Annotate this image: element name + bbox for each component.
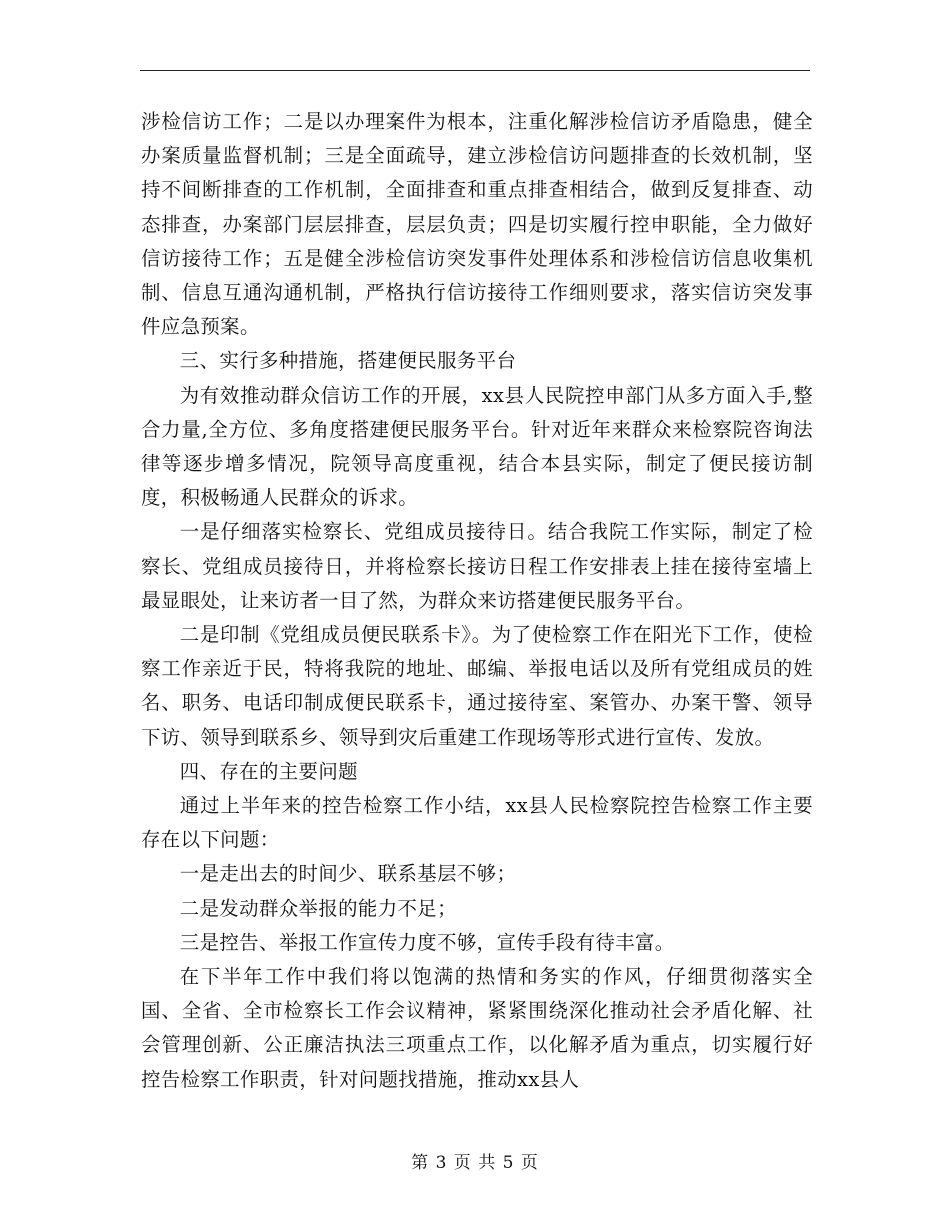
paragraph: 二是印制《党组成员便民联系卡》。为了使检察工作在阳光下工作，使检察工作亲近于民，特将我院的地址、邮编、举报电话以及所有党组成员的姓名、职务、电话印制成便民联系卡，通过接待室、案管办、办案干警、领导下访、领导到联系乡、领导到灾后重建工作现场等形式进行宣传、发放。 bbox=[141, 623, 813, 749]
list-item: 三是控告、举报工作宣传力度不够，宣传手段有待丰富。 bbox=[179, 930, 675, 954]
paragraph: 在下半年工作中我们将以饱满的热情和务实的作风，仔细贯彻落实全国、全省、全市检察长工作会议精神，紧紧围绕深化推动社会矛盾化解、社会管理创新、公正廉洁执法三项重点工作，以化解矛盾为重点，切实履行好控告检察工作职责，针对问题找措施，推动xx县人 bbox=[141, 965, 813, 1091]
header-rule bbox=[140, 70, 810, 71]
document-body bbox=[141, 105, 813, 1097]
paragraph: 一是仔细落实检察长、党组成员接待日。结合我院工作实际，制定了检察长、党组成员接待日，并将检察长接访日程工作安排表上挂在接待室墙上最显眼处，让来访者一目了然，为群众来访搭建便民服务平台。 bbox=[141, 520, 813, 612]
section-heading-4: 四、存在的主要问题 bbox=[179, 759, 358, 783]
list-item: 二是发动群众举报的能力不足； bbox=[179, 896, 457, 920]
section-heading-3: 三、实行多种措施，搭建便民服务平台 bbox=[179, 349, 517, 373]
paragraph-continued: 涉检信访工作；二是以办理案件为根本，注重化解涉检信访矛盾隐患，健全办案质量监督机制；三是全面疏导，建立涉检信访问题排查的长效机制，坚持不间断排查的工作机制，全面排查和重点排查相结合，做到反复排查、动态排查，办案部门层层排查，层层负责；四是切实履行控申职能，全力做好信访接待工作；五是健全涉检信访突发事件处理体系和涉检信访信息收集机制、信息互通沟通机制，严格执行信访接待工作细则要求，落实信访突发事件应急预案。 bbox=[141, 110, 813, 339]
list-item: 一是走出去的时间少、联系基层不够； bbox=[179, 862, 517, 886]
paragraph: 为有效推动群众信访工作的开展，xx县人民院控申部门从多方面入手,整合力量,全方位、多角度搭建便民服务平台。针对近年来群众来检察院咨询法律等逐步增多情况，院领导高度重视，结合本县实际，制定了便民接访制度，积极畅通人民群众的诉求。 bbox=[141, 383, 813, 510]
paragraph: 通过上半年来的控告检察工作小结，xx县人民检察院控告检察工作主要存在以下问题： bbox=[141, 794, 813, 852]
page-footer: 第 3 页 共 5 页 bbox=[411, 1153, 539, 1173]
